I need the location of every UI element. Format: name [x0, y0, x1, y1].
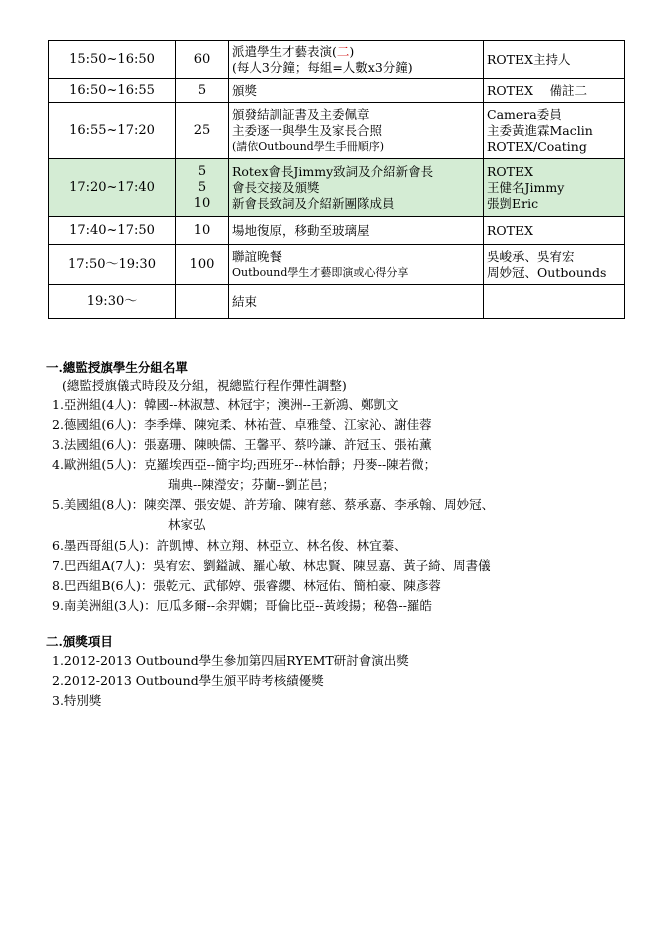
item-highlight: 二	[336, 43, 350, 59]
item-cell: 頒獎	[229, 79, 484, 103]
minutes-cell: 5	[176, 79, 229, 103]
time-cell: 17:50～19:30	[49, 245, 176, 285]
award-line: 1.2012-2013 Outbound學生參加第四屆RYEMT研討會演出獎	[52, 653, 409, 668]
group-line: 3.法國組(6人)：張嘉珊、陳映儒、王馨平、蔡吟謙、許冠玉、張祐薰	[52, 437, 432, 452]
person-text: ROTEX/Coating	[487, 138, 587, 154]
person-text: Camera委員	[487, 106, 562, 122]
time-cell: 16:55~17:20	[49, 103, 176, 159]
person-text: ROTEX	[487, 163, 534, 179]
item-text: (每人3分鐘；每組=人數x3分鐘)	[232, 59, 413, 75]
item-text: 會長交接及頒獎	[232, 179, 320, 195]
group-line: 8.巴西組B(6人)：張乾元、武郁婷、張睿纓、林冠佑、簡柏豪、陳彥蓉	[52, 578, 441, 593]
minutes-cell: 60	[176, 41, 229, 79]
item-text: Outbound學生才藝即演或心得分享	[232, 265, 409, 279]
minutes-cell	[176, 159, 229, 217]
item-text: 主委逐一與學生及家長合照	[232, 122, 383, 138]
item-text: )	[349, 43, 355, 59]
person-text: 張剴Eric	[487, 195, 539, 211]
item-text: 頒發結訓証書及主委佩章	[232, 106, 370, 122]
group-line-cont: 瑞典--陳瀅安；芬蘭--劉芷邑；	[168, 477, 335, 492]
group-line: 1.亞洲組(4人)：韓國--林淑慧、林冠宇；澳洲--王新鴻、鄭凱文	[52, 397, 399, 412]
person-cell: ROTEX	[484, 217, 625, 245]
group-line: 5.美國組(8人)：陳奕澤、張安媞、許芳瑜、陳宥慈、蔡承嘉、李承翰、周妙冠、	[52, 497, 495, 512]
table-row	[49, 217, 625, 245]
section-title-awards: 二.頒獎項目	[46, 634, 113, 649]
section-note: (總監授旗儀式時段及分組，視總監行程作彈性調整)	[62, 378, 347, 393]
table-row	[49, 159, 625, 217]
person-cell	[484, 245, 625, 285]
table-row	[49, 41, 625, 79]
minutes-cell	[176, 285, 229, 319]
group-line: 4.歐洲組(5人)：克羅埃西亞--簡宇均;西班牙--林怡靜；丹麥--陳若微；	[52, 457, 437, 472]
person-text: 周妙冠、Outbounds	[487, 264, 607, 280]
time-cell: 15:50~16:50	[49, 41, 176, 79]
time-cell: 17:20~17:40	[49, 159, 176, 217]
item-text: 派遣學生才藝表演(	[232, 43, 337, 59]
minutes-text: 10	[193, 195, 211, 211]
person-text: 主委黃進霖Maclin	[487, 122, 593, 138]
person-cell	[484, 159, 625, 217]
item-text: 新會長致詞及介紹新團隊成員	[232, 195, 395, 211]
group-line: 6.墨西哥組(5人)：許凱博、林立翔、林亞立、林名俊、林宜蓁、	[52, 538, 407, 553]
table-row	[49, 79, 625, 103]
item-cell: 結束	[229, 285, 484, 319]
person-cell: ROTEX 備註二	[484, 79, 625, 103]
item-text: (請依Outbound學生手冊順序)	[232, 139, 384, 153]
item-cell: 場地復原，移動至玻璃屋	[229, 217, 484, 245]
item-cell	[229, 245, 484, 285]
table-row	[49, 285, 625, 319]
minutes-text: 5	[197, 179, 207, 195]
minutes-text: 5	[197, 163, 207, 179]
award-line: 3.特別獎	[52, 693, 102, 708]
table-row	[49, 103, 625, 159]
group-line-cont: 林家弘	[168, 517, 206, 532]
person-cell	[484, 285, 625, 319]
minutes-cell: 25	[176, 103, 229, 159]
person-cell: ROTEX主持人	[484, 41, 625, 79]
person-text: 王健名Jimmy	[487, 179, 565, 195]
item-cell	[229, 159, 484, 217]
item-cell	[229, 103, 484, 159]
group-line: 9.南美洲組(3人)：厄瓜多爾--余羿嫻；哥倫比亞--黃竣揚；秘魯--羅皓	[52, 598, 432, 613]
person-text: 吳峻承、吳宥宏	[487, 248, 575, 264]
time-cell: 16:50~16:55	[49, 79, 176, 103]
person-cell	[484, 103, 625, 159]
item-text: Rotex會長Jimmy致詞及介紹新會長	[232, 163, 434, 179]
section-title-groups: 一.總監授旗學生分組名單	[46, 360, 188, 375]
time-cell: 17:40~17:50	[49, 217, 176, 245]
minutes-cell: 100	[176, 245, 229, 285]
group-line: 2.德國組(6人)：李季燁、陳宛柔、林祐萱、卓雅瑩、江家沁、謝佳蓉	[52, 417, 432, 432]
item-text: 聯誼晚餐	[232, 248, 283, 264]
award-line: 2.2012-2013 Outbound學生頒平時考核績優獎	[52, 673, 324, 688]
group-line: 7.巴西組A(7人)：吳宥宏、劉鎰誠、羅心敏、林忠賢、陳昱嘉、黃子綺、周書儀	[52, 558, 491, 573]
minutes-cell: 10	[176, 217, 229, 245]
item-cell	[229, 41, 484, 79]
schedule-table	[48, 40, 625, 319]
time-cell: 19:30～	[49, 285, 176, 319]
table-row	[49, 245, 625, 285]
